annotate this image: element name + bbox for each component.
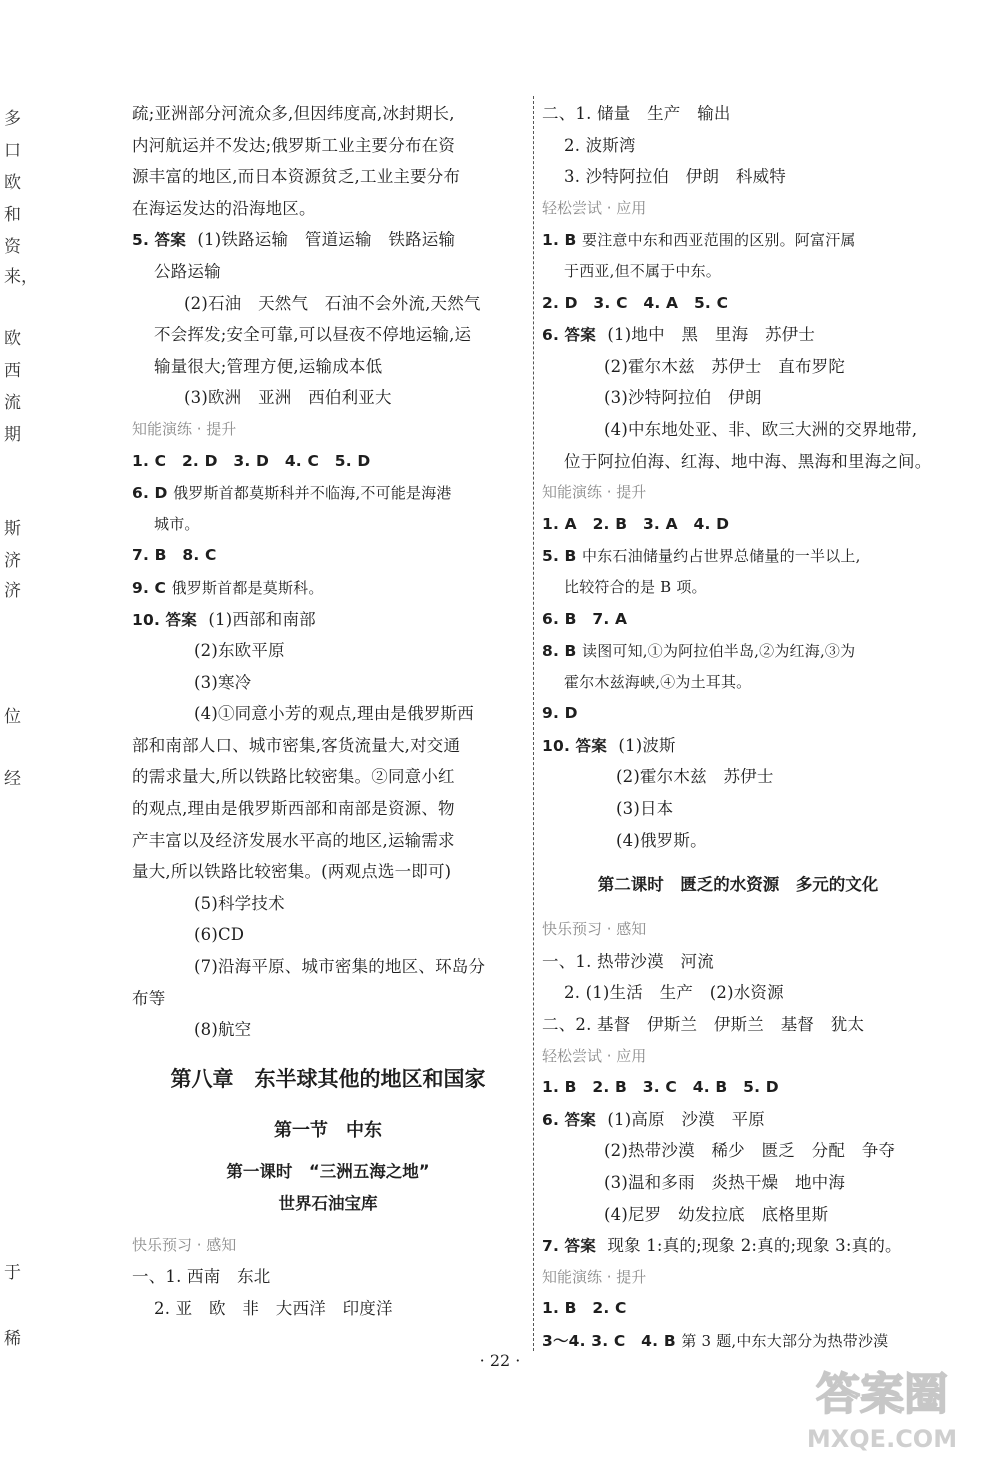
answer-row: 6. B 7. A	[542, 609, 628, 628]
text-line: 二、2. 基督 伊斯兰 伊斯兰 基督 犹太	[542, 1015, 865, 1035]
text-line: 疏;亚洲部分河流众多,但因纬度高,冰封期长,	[132, 104, 455, 123]
chapter-title: 第八章 东半球其他的地区和国家	[170, 1066, 486, 1091]
edge-fragment: 和	[4, 205, 21, 225]
text-line: 输量很大;管理方便,运输成本低	[154, 356, 383, 376]
answer-text: (1)铁路运输 管道运输 铁路运输	[197, 230, 456, 250]
left-column	[132, 98, 524, 1325]
text-line: 一、1. 热带沙漠 河流	[542, 951, 714, 971]
question-number: 5.	[132, 231, 150, 250]
answer-row: 1. B 2. B 3. C 4. B 5. D	[542, 1078, 779, 1097]
explanation: 俄罗斯首都莫斯科并不临海,不可能是海港	[173, 484, 452, 503]
answer-row: 9. D	[542, 704, 578, 723]
text-line: 源丰富的地区,而日本资源贫乏,工业主要分布	[132, 167, 461, 187]
question-number: 10.	[132, 610, 161, 629]
text-line: (3)日本	[616, 799, 674, 819]
question-number: 6.	[132, 484, 150, 503]
text-line: (8)航空	[194, 1020, 252, 1040]
edge-fragment: 于	[4, 1263, 21, 1283]
section-label: 快乐预习 · 感知	[542, 920, 647, 939]
answer-label: 答案	[165, 610, 197, 629]
right-column	[542, 98, 934, 1357]
answer-text: (1)地中 黑 里海 苏伊士	[607, 325, 816, 345]
text-line: 比较符合的是 B 项。	[564, 577, 707, 596]
text-line: 布等	[132, 988, 166, 1008]
watermark-url: MXQE.COM	[806, 1425, 958, 1453]
answer-label: 答案	[575, 736, 607, 755]
text-line: 的观点,理由是俄罗斯西部和南部是资源、物	[132, 799, 455, 819]
text-line: 霍尔木兹海峡,④为土耳其。	[564, 672, 752, 691]
edge-fragment: 稀	[4, 1329, 21, 1349]
question-10	[542, 730, 934, 762]
watermark-logo	[782, 1349, 982, 1457]
answer-row: 1. C 2. D 3. D 4. C 5. D	[132, 451, 371, 470]
question-1	[542, 224, 934, 256]
section-label: 知能演练 · 提升	[542, 1267, 647, 1286]
edge-fragment: 口	[4, 141, 21, 161]
section-label: 轻松尝试 · 应用	[542, 198, 647, 217]
question-5	[542, 540, 934, 572]
text-line: 的需求量大,所以铁路比较密集。②同意小红	[132, 767, 455, 787]
question-5	[132, 224, 524, 256]
column-divider	[533, 96, 534, 1351]
answer-row: 1. A 2. B 3. A 4. D	[542, 514, 730, 533]
text-line: (5)科学技术	[194, 893, 285, 913]
text-line: (3)沙特阿拉伯 伊朗	[604, 388, 762, 408]
question-number: 8.	[542, 642, 560, 661]
section-label: 轻松尝试 · 应用	[542, 1046, 647, 1065]
section-title: 第一节 中东	[274, 1119, 382, 1141]
edge-fragment: 来，	[4, 267, 38, 287]
text-line: 产丰富以及经济发展水平高的地区,运输需求	[132, 830, 455, 850]
question-10	[132, 604, 524, 636]
lesson-title: 第一课时 “三洲五海之地”	[226, 1161, 430, 1181]
text-line: 部和南部人口、城市密集,客货流量大,对交通	[132, 735, 461, 755]
text-line: 公路运输	[154, 261, 221, 281]
answer-label: 答案	[564, 326, 596, 345]
answer-choice: C	[154, 578, 167, 597]
text-line: 3. 沙特阿拉伯 伊朗 科威特	[564, 167, 786, 187]
text-line: (3)温和多雨 炎热干燥 地中海	[604, 1173, 846, 1192]
text-line: (3)欧洲 亚洲 西伯利亚大	[184, 388, 392, 408]
answer-choice: 3. C 4. B	[591, 1331, 676, 1350]
text-line: 2. 亚 欧 非 大西洋 印度洋	[154, 1299, 393, 1318]
edge-fragment: 流	[4, 393, 21, 413]
question-number: 6.	[542, 326, 560, 345]
explanation: 要注意中东和西亚范围的区别。阿富汗属	[582, 231, 856, 250]
explanation: 第 3 题,中东大部分为热带沙漠	[681, 1331, 889, 1350]
text-line: (6)CD	[194, 925, 245, 945]
answer-label: 答案	[564, 1110, 596, 1129]
edge-fragment: 多	[4, 109, 21, 129]
lesson-subtitle: 世界石油宝库	[278, 1193, 378, 1213]
text-line: 内河航运并不发达;俄罗斯工业主要分布在资	[132, 135, 456, 155]
question-8	[542, 635, 934, 667]
text-line: 一、1. 西南 东北	[132, 1267, 271, 1287]
edge-fragment: 欧	[4, 329, 21, 349]
text-line: (2)石油 天然气 石油不会外流,天然气	[184, 293, 481, 313]
text-line: 在海运发达的沿海地区。	[132, 198, 316, 218]
question-6	[542, 319, 934, 351]
edge-fragment: 位	[4, 707, 21, 727]
answer-row: 2. D 3. C 4. A 5. C	[542, 293, 729, 312]
answer-choice: B	[564, 642, 577, 661]
text-line: (2)东欧平原	[194, 641, 285, 661]
edge-fragment: 期	[4, 425, 21, 445]
section-label: 快乐预习 · 感知	[132, 1235, 237, 1254]
question-number: 3～4.	[542, 1331, 586, 1350]
edge-fragment: 资	[4, 237, 21, 257]
text-line: 2. 波斯湾	[564, 135, 636, 155]
text-line: 二、1. 储量 生产 输出	[542, 104, 731, 123]
text-line: (4)中东地处亚、非、欧三大洲的交界地带,	[604, 419, 918, 439]
question-number: 6.	[542, 1110, 560, 1129]
question-number: 7.	[542, 1237, 560, 1256]
answer-choice: B	[564, 547, 577, 566]
question-number: 9.	[132, 578, 150, 597]
text-line: 量大,所以铁路比较密集。(两观点选一即可)	[132, 862, 452, 882]
explanation: 读图可知,①为阿拉伯半岛,②为红海,③为	[582, 642, 856, 661]
answer-row: 1. B 2. C	[542, 1299, 627, 1318]
text-line: (3)寒冷	[194, 672, 252, 692]
answer-label: 答案	[564, 1237, 596, 1256]
text-line: (7)沿海平原、城市密集的地区、环岛分	[194, 957, 486, 977]
question-6	[542, 1104, 934, 1136]
text-line: (4)俄罗斯。	[616, 830, 707, 850]
question-number: 5.	[542, 547, 560, 566]
explanation: 俄罗斯首都是莫斯科。	[171, 578, 324, 597]
question-number: 10.	[542, 736, 571, 755]
answer-text: (1)波斯	[618, 735, 676, 755]
question-number: 1.	[542, 231, 560, 250]
edge-fragment: 西	[4, 361, 21, 381]
text-line: (2)霍尔木兹 苏伊士 直布罗陀	[604, 356, 846, 376]
text-line: (2)霍尔木兹 苏伊士	[616, 767, 774, 787]
text-line: (2)热带沙漠 稀少 匮乏 分配 争夺	[604, 1141, 896, 1161]
text-line: 2. (1)生活 生产 (2)水资源	[564, 983, 784, 1003]
text-line: (4)尼罗 幼发拉底 底格里斯	[604, 1204, 829, 1224]
lesson-title: 第二课时 匮乏的水资源 多元的文化	[597, 875, 879, 895]
question-6	[132, 477, 524, 509]
question-7	[542, 1230, 934, 1262]
edge-fragment: 欧	[4, 173, 21, 193]
text-line: 于西亚,但不属于中东。	[564, 261, 721, 280]
text-line: 位于阿拉伯海、红海、地中海、黑海和里海之间。	[564, 451, 932, 471]
edge-fragment: 经	[4, 769, 21, 789]
answer-choice: D	[154, 484, 168, 503]
left-edge-fragments	[0, 96, 38, 1396]
text-line: 不会挥发;安全可靠,可以昼夜不停地运输,运	[154, 325, 472, 345]
edge-fragment: 济	[4, 551, 21, 571]
answer-row: 7. B 8. C	[132, 546, 217, 565]
answer-choice: B	[564, 231, 577, 250]
text-line: 城市。	[154, 514, 200, 533]
explanation: 中东石油储量约占世界总储量的一半以上,	[582, 547, 861, 566]
answer-text: 现象 1:真的;现象 2:真的;现象 3:真的。	[607, 1236, 902, 1256]
section-label: 知能演练 · 提升	[542, 483, 647, 502]
edge-fragment: 济	[4, 581, 21, 601]
page-number: · 22 ·	[479, 1351, 521, 1370]
watermark-text: 答案圈	[816, 1369, 948, 1420]
answer-text: (1)高原 沙漠 平原	[607, 1109, 765, 1129]
answer-text: (1)西部和南部	[208, 609, 316, 629]
edge-fragment: 斯	[4, 519, 21, 539]
text-line: (4)①同意小芳的观点,理由是俄罗斯西	[194, 704, 474, 724]
question-9	[132, 572, 524, 604]
answer-label: 答案	[154, 231, 186, 250]
section-label: 知能演练 · 提升	[132, 419, 237, 438]
